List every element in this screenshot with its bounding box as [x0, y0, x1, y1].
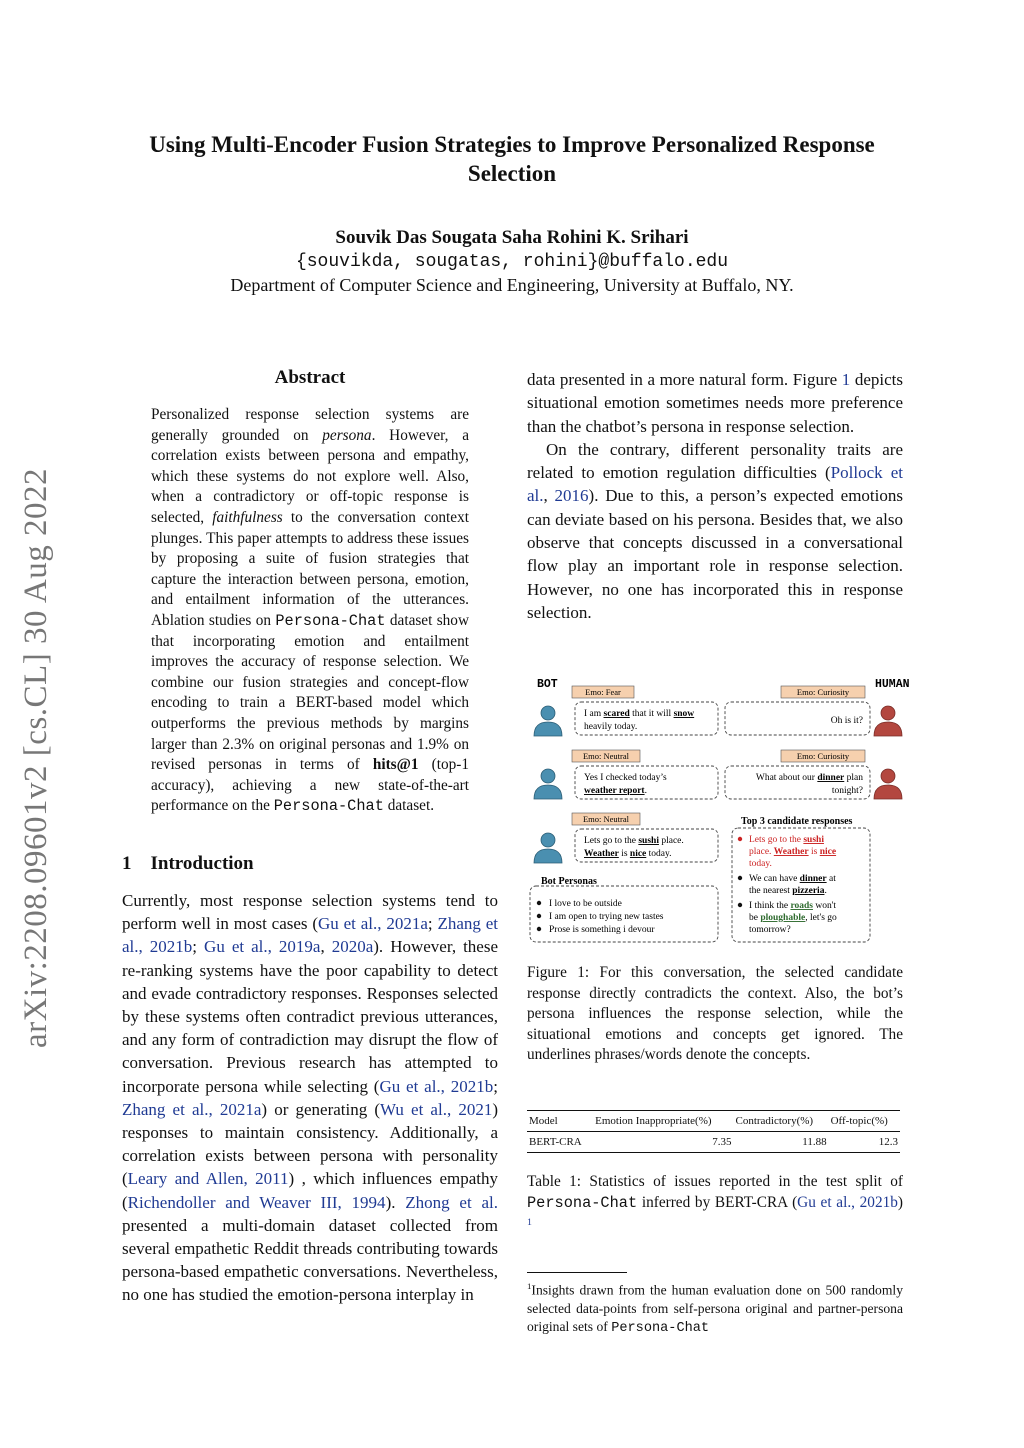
candidate-response: I think the roads won't [749, 901, 837, 911]
table-header: Emotion Inappropriate(%) [593, 1111, 733, 1132]
candidate-response: Lets go to the sushi [749, 835, 824, 845]
right-column-text: data presented in a more natural form. Figure 1 depicts situational emotion sometimes needs more preference than the chatbot’s persona in response selection. On the contrary, different personality traits are related to emotion regulation difficulties (Pollock et al., 2016). Due to this, a person’s expected emotions can deviate based on his persona. Besides that, we also observe that concepts discussed in a conversational flow play an important role in response selection. However, no one has incorporated this in response selection. [527, 370, 903, 622]
bot-avatar [534, 706, 562, 863]
table-cell: BERT-CRA [527, 1132, 593, 1153]
emotion-tag: Emo: Curiosity [796, 687, 850, 697]
table-header: Off-topic(%) [829, 1111, 900, 1132]
svg-text:be ploughable, let's go: be ploughable, let's go [749, 913, 837, 923]
citation-link[interactable]: Gu et al., 2021b [797, 1193, 898, 1211]
citation-link[interactable]: Leary and Allen, 2011 [127, 1169, 289, 1189]
emotion-tag: Emo: Curiosity [796, 751, 850, 761]
human-message: Oh is it? [830, 716, 863, 726]
footnote: $^1$Insights drawn from the human evaluation done on 500 randomly selected data-points from self-persona original and partner-persona original sets of Persona-Chat [527, 1281, 903, 1336]
bot-message: I am scared that it will snow [584, 709, 695, 719]
svg-text:place. Weather is nice: place. Weather is nice [749, 847, 837, 857]
human-message: What about our dinner plan [755, 773, 863, 783]
svg-text:weather report.: weather report. [584, 786, 647, 796]
emotion-tag: Emo: Neutral [582, 751, 630, 761]
author-emails: {souvikda, sougatas, rohini}@buffalo.edu [295, 252, 729, 272]
figure-1-conversation-diagram [527, 672, 910, 952]
citation-link[interactable]: Gu et al., 2019a [204, 937, 321, 957]
citation-link[interactable]: Gu et al., 2021a [318, 914, 428, 934]
introduction-text: Currently, most response selection systems tend to perform well in most cases (Gu et al., 2021a; Zhang et al., 2021b; Gu et al., 2019a, 2020a). However, these re-ranking systems have the poor capability to detect and evade contradictory responses. Responses selected by these systems often contradict previous utterances, and any form of contradiction may disrupt the flow of conversation. Previous research has attempted to incorporate persona while selecting (Gu et al., 2021b; Zhang et al., 2021a) or generating (Wu et al., 2021) responses to maintain consistency. Additionally, a correlation exists between persona with personality (Leary and Allen, 2011) , which influences empathy (Richendoller and Weaver III, 1994). Zhong et al. presented a multi-domain dataset collected from several empathetic Reddit threads contributing towards persona-based empathetic conversations. Nevertheless, no one has studied the emotion-persona interplay in [122, 891, 499, 1305]
table-cell: 7.35 [593, 1132, 733, 1153]
paper-title: Using Multi-Encoder Fusion Strategies to Improve Personalized Response Selection [149, 132, 875, 186]
section-heading-introduction: 1 Introduction [122, 853, 254, 874]
svg-text:tomorrow?: tomorrow? [749, 925, 791, 935]
citation-link[interactable]: Wu et al., 2021 [380, 1099, 493, 1119]
authors: Souvik Das Sougata Saha Rohini K. Srihari [335, 227, 689, 248]
table-row [527, 1132, 900, 1153]
svg-text:tonight?: tonight? [831, 786, 863, 796]
citation-link[interactable]: 2020a [331, 937, 374, 957]
citation-link[interactable]: Pollock et al. [527, 463, 903, 506]
citation-link[interactable]: Richendoller and Weaver III, 1994 [127, 1192, 386, 1212]
table-header: Model [527, 1111, 593, 1132]
figure-caption: Figure 1: For this conversation, the selected candidate response directly contradicts the context. Also, the bot’s persona influences the response selection, while the situational emotions and concepts get ignored. The underlines phrases/words denote the concepts. [527, 964, 903, 1064]
table-cell: 12.3 [829, 1132, 900, 1153]
footnote-divider [527, 1272, 627, 1273]
human-label: HUMAN [875, 678, 910, 691]
bot-message: Yes I checked today’s [584, 773, 667, 783]
persona-item: I am open to trying new tastes [549, 912, 664, 922]
table-header-row [527, 1111, 900, 1132]
svg-text:heavily today.: heavily today. [584, 722, 638, 732]
table-cell: 11.88 [733, 1132, 828, 1153]
abstract-text: Personalized response selection systems are generally grounded on persona. However, a correlation exists between persona and empathy, which these systems do not explore well. Also, when a contradictory or off-topic response is selected, faithfulness to the conversation context plunges. This paper attempts to address these issues by proposing a suite of fusion strategies that capture the interaction between persona, emotion, and entailment information of the utterances. Ablation studies on Persona-Chat dataset show that incorporating emotion and entailment improves the accuracy of response selection. We combine our fusion strategies and concept-flow encoding to train a BERT-based model which outperforms the previous methods by margins larger than 2.3% on original personas and 1.9% on revised personas in terms of hits@1 (top-1 accuracy), achieving a new state-of-the-art performance on the Persona-Chat dataset. [151, 406, 469, 816]
top-candidates-title: Top 3 candidate responses [741, 816, 853, 827]
bot-label: BOT [537, 678, 558, 691]
svg-text:the nearest pizzeria.: the nearest pizzeria. [749, 886, 827, 896]
citation-link[interactable]: Zhang et al., 2021b [122, 914, 498, 957]
figure-reference-link[interactable]: 1 [841, 370, 851, 389]
candidate-response: We can have dinner at [749, 874, 836, 884]
persona-item: Prose is something i devour [549, 925, 655, 935]
human-avatar [874, 706, 902, 799]
citation-link[interactable]: Zhong et al. [405, 1192, 498, 1212]
arxiv-identifier: arXiv:2208.09601v2 [cs.CL] 30 Aug 2022 [18, 468, 54, 1048]
bot-personas-title: Bot Personas [541, 876, 597, 887]
emotion-tag: Emo: Neutral [582, 814, 630, 824]
citation-link[interactable]: 2016 [554, 486, 589, 506]
citation-link[interactable]: Zhang et al., 2021a [122, 1099, 262, 1119]
issues-table [527, 1110, 900, 1153]
bot-message: Lets go to the sushi place. [584, 836, 684, 846]
svg-text:Weather is nice today.: Weather is nice today. [584, 849, 672, 859]
persona-item: I love to be outside [549, 899, 622, 909]
affiliation: Department of Computer Science and Engineering, University at Buffalo, NY. [230, 275, 794, 295]
table-caption: Table 1: Statistics of issues reported in the test split of Persona-Chat inferred by BERT-CRA (Gu et al., 2021b) $^1$ [527, 1173, 903, 1229]
citation-link[interactable]: Gu et al., 2021b [379, 1076, 494, 1096]
table-header: Contradictory(%) [733, 1111, 828, 1132]
abstract-heading: Abstract [274, 367, 346, 388]
emotion-tag: Emo: Fear [585, 687, 621, 697]
svg-text:today.: today. [749, 859, 772, 869]
footnote-link[interactable]: 1 [527, 1217, 532, 1229]
